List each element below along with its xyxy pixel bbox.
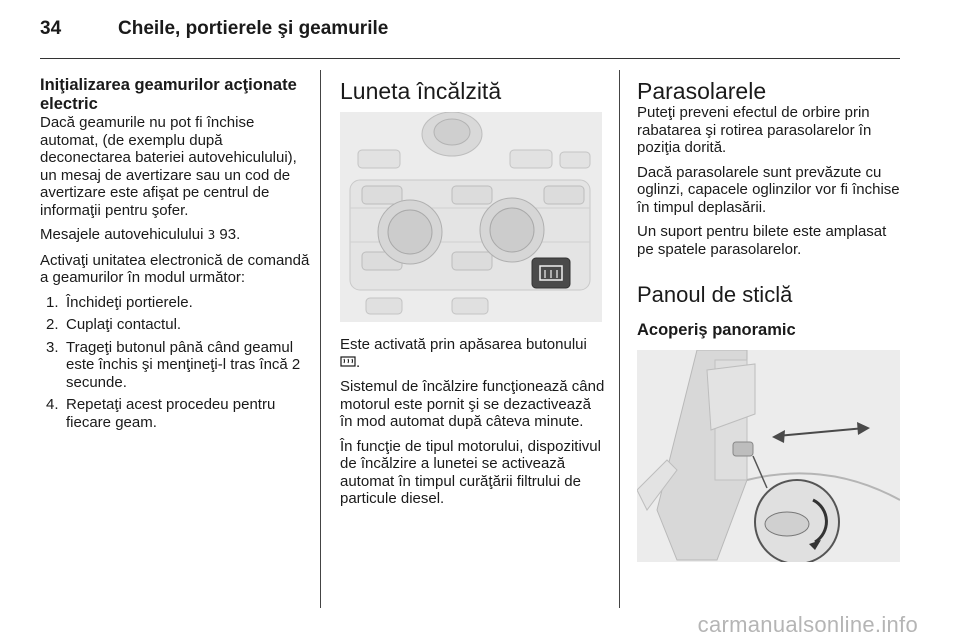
heated-rear-window-text	[340, 336, 605, 515]
column-heated-rear-window	[340, 78, 605, 104]
page-number: 34	[40, 18, 62, 39]
paragraph-window-init-3: Activaţi unitatea electronică de comandă a geamurilor în modul următor:	[40, 251, 310, 286]
list-item: 4. Repetaţi acest procedeu pentru fiecare geam.	[46, 396, 276, 431]
paragraph-window-init-1: Dacă geamurile nu pot fi închise automat, (de exemplu după deconectarea bateriei autovehiculului), un mesaj de avertizare sau un cod de avertizare este afişat pe centrul de informaţii pentru şofer.	[40, 114, 297, 219]
section-heading-heated-rear-window: Luneta încălzită	[340, 78, 502, 104]
paragraph-sun-visors-3: Un suport pentru bilete este amplasat pe spatele parasolarelor.	[637, 223, 887, 258]
paragraph-heated-rear-window-1: Este activată prin apăsarea butonului .	[340, 336, 587, 371]
panoramic-roof-drawing	[637, 350, 900, 562]
vehicle-messages-page: 93.	[215, 226, 241, 243]
header-divider	[40, 58, 900, 59]
column-sun-visors	[637, 78, 905, 265]
climate-panel-drawing	[340, 112, 602, 322]
column-window-initialization	[40, 76, 310, 436]
panoramic-roof-illustration	[637, 350, 900, 562]
list-item: 2. Cuplaţi contactul.	[46, 316, 182, 333]
watermark: carmanualsonline.info	[697, 612, 918, 637]
paragraph-sun-visors-2: Dacă parasolarele sunt prevăzute cu oglinzi, capacele oglinzilor vor fi închise în timpul deplasării.	[637, 163, 900, 216]
column-divider-2	[619, 70, 620, 608]
section-heading-glass-panel: Panoul de sticlă	[637, 282, 793, 307]
rear-window-heater-icon	[340, 356, 356, 369]
column-divider-1	[320, 70, 321, 608]
panoramic-roof-subsection	[637, 321, 905, 340]
climate-control-panel-illustration	[340, 112, 602, 322]
section-heading-window-init: Iniţializarea geamurilor acţionate electric	[40, 76, 297, 113]
list-item: 1. Închideţi portierele.	[46, 293, 193, 311]
subheading-panoramic-roof: Acoperiş panoramic	[637, 321, 796, 339]
page-reference-arrow-icon: 3	[207, 228, 216, 242]
glass-panel-section	[637, 282, 905, 308]
paragraph-sun-visors-1: Puteţi preveni efectul de orbire prin rabatarea şi rotirea parasolarelor în poziţia dorită.	[637, 104, 872, 156]
paragraph-vehicle-messages	[40, 226, 310, 245]
paragraph-heated-rear-window-3: În funcţie de tipul motorului, dispozitivul de încălzire a lunetei se activează automat în timpul curăţării filtrului de particule diesel.	[340, 437, 601, 507]
page-title: Cheile, portierele şi geamurile	[118, 18, 389, 39]
paragraph-heated-rear-window-2: Sistemul de încălzire funcţionează când motorul este pornit şi se dezactivează în mod automat după câteva minute.	[340, 378, 605, 430]
list-item: 3. Trageţi butonul până când geamul este închis şi menţineţi-l tras încă 2 secunde.	[46, 338, 301, 391]
steps-list	[40, 294, 310, 432]
section-heading-sun-visors: Parasolarele	[637, 78, 767, 104]
page-header	[40, 18, 900, 48]
vehicle-messages-text: Mesajele autovehiculului	[40, 226, 208, 243]
